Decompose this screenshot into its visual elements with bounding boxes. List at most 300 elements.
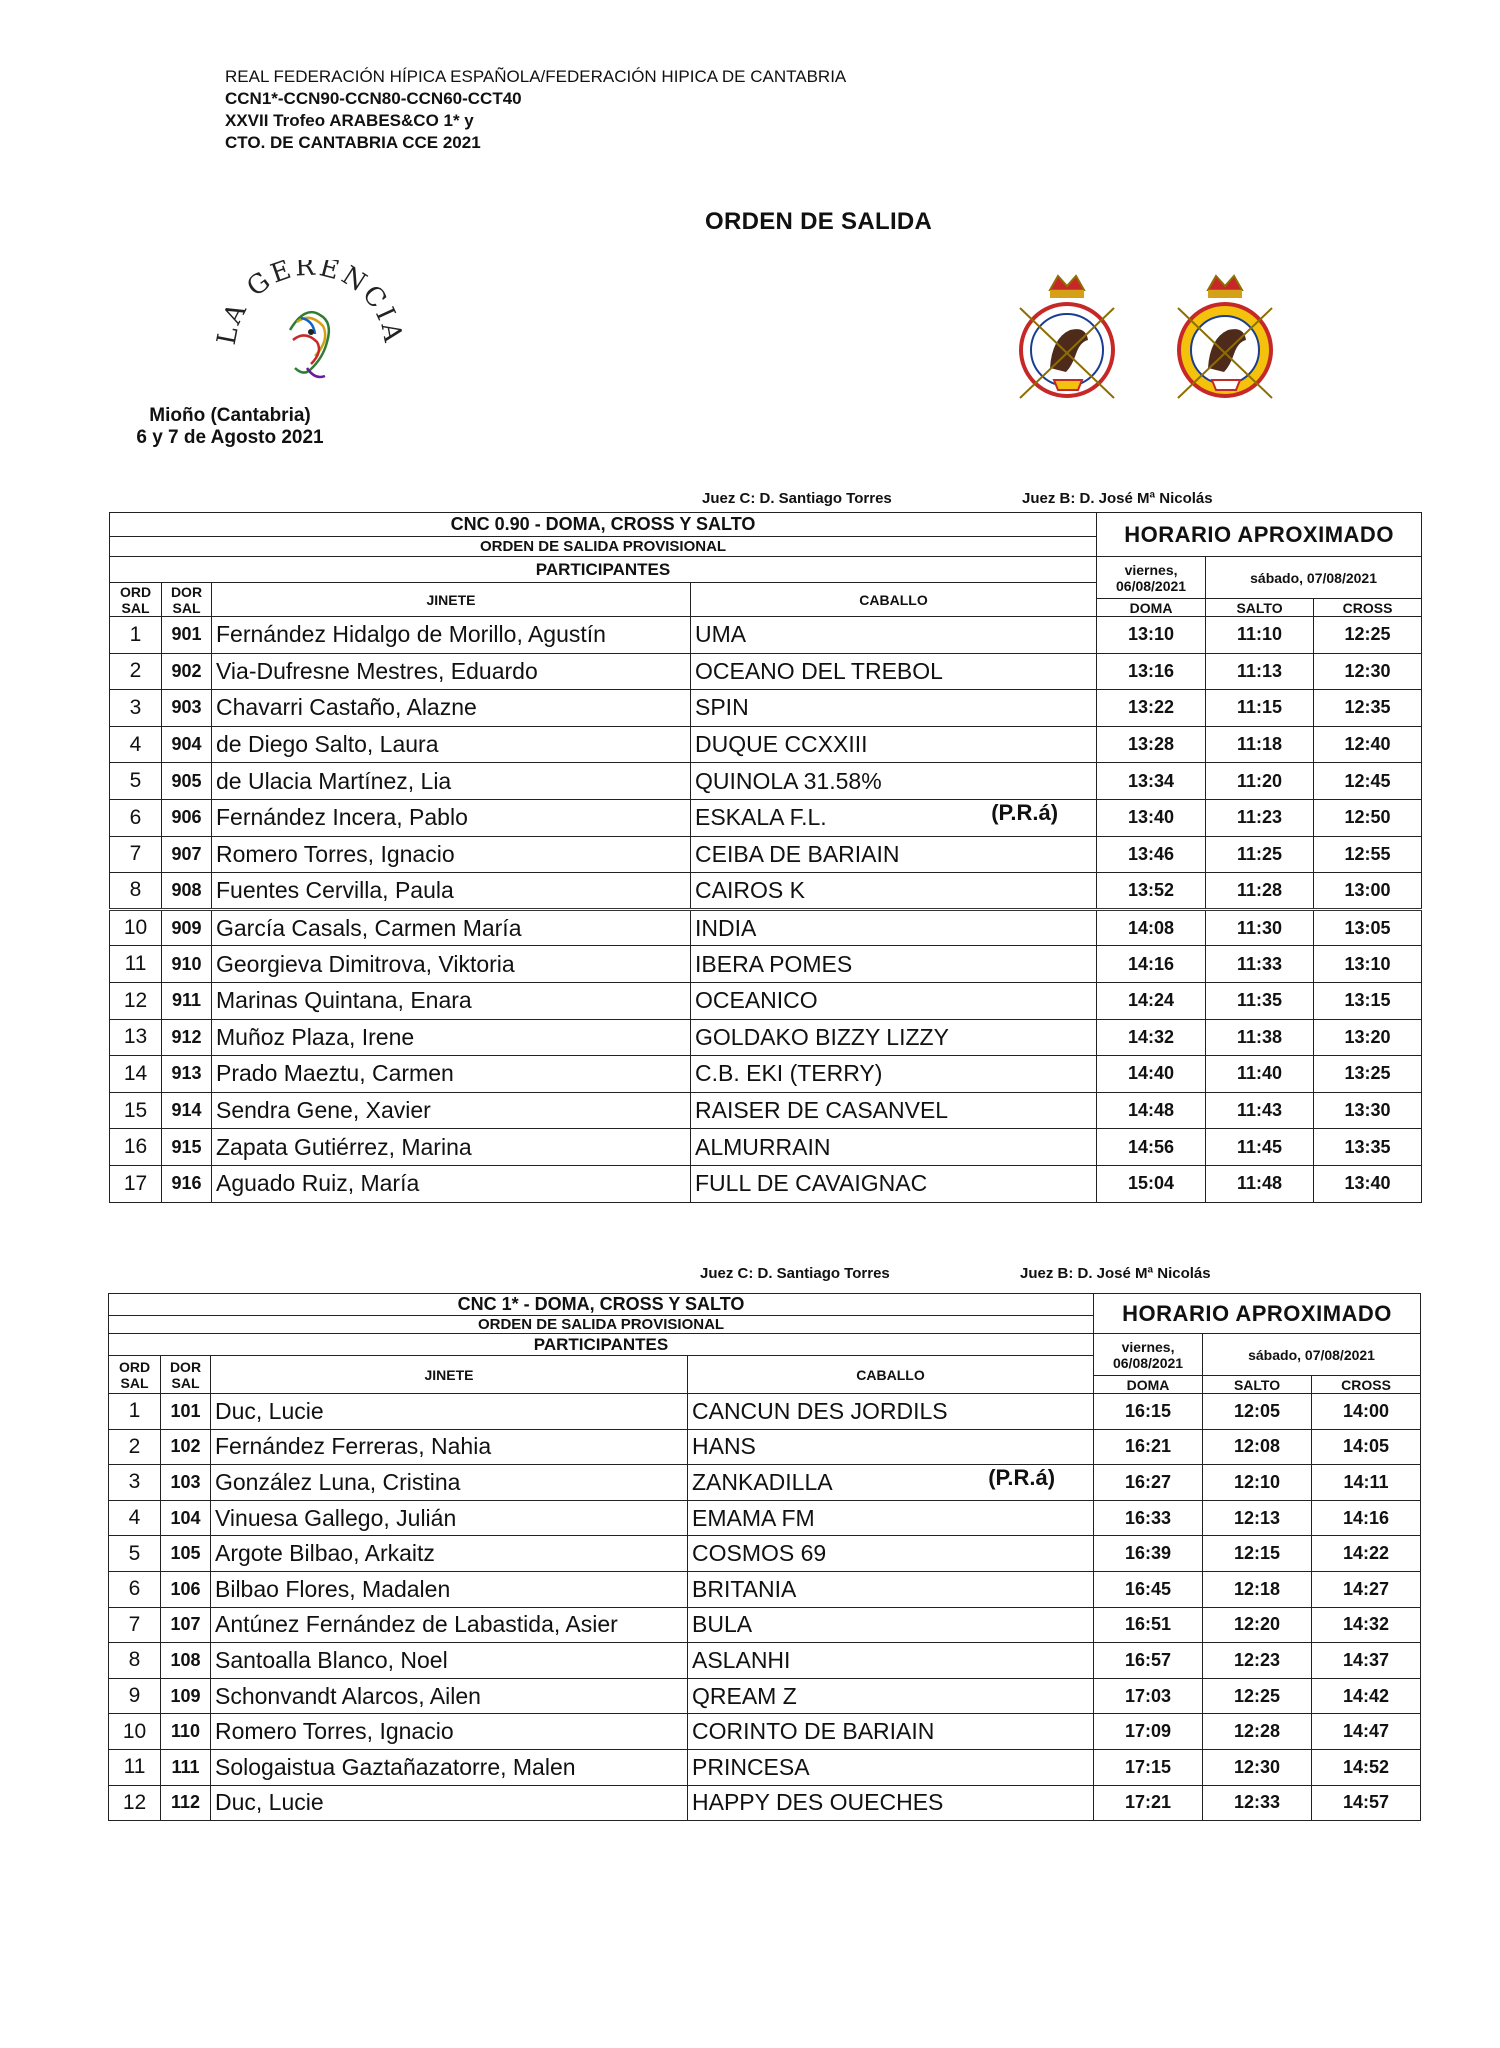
horse-crest-icon [1010, 268, 1125, 423]
table-row [110, 909, 1422, 946]
table-row [110, 690, 1422, 727]
bib-number-cell: 912 [162, 1019, 212, 1056]
ord-sal-header: ORD SAL [109, 1356, 161, 1394]
horse-name: FULL DE CAVAIGNAC [695, 1170, 928, 1197]
la-gerencia-logo [215, 260, 405, 400]
bib-number-cell: 104 [161, 1500, 211, 1536]
bib-number-cell: 904 [162, 726, 212, 763]
horse-cell [688, 1500, 1094, 1536]
rider-cell: Georgieva Dimitrova, Viktoria [212, 946, 691, 983]
horse-name: ALMURRAIN [695, 1133, 831, 1160]
rider-cell: Duc, Lucie [211, 1785, 688, 1821]
horse-cell [691, 726, 1097, 763]
salto-time-cell: 12:20 [1203, 1607, 1312, 1643]
section-title: CNC 0.90 - DOMA, CROSS Y SALTO [110, 513, 1097, 537]
doma-time-cell: 13:28 [1097, 726, 1206, 763]
table-row [109, 1643, 1421, 1679]
horse-cell [688, 1536, 1094, 1572]
table-row [110, 1129, 1422, 1166]
horse-cell [691, 617, 1097, 654]
bib-number-cell: 111 [161, 1749, 211, 1785]
bib-number-cell: 102 [161, 1429, 211, 1465]
horse-name: C.B. EKI (TERRY) [695, 1060, 883, 1087]
bib-number-cell: 907 [162, 836, 212, 873]
judge-c: Juez C: D. Santiago Torres [700, 1265, 890, 1282]
rider-cell: Fernández Incera, Pablo [212, 799, 691, 836]
cross-time-cell: 14:32 [1312, 1607, 1421, 1643]
horse-cell [691, 836, 1097, 873]
doma-time-cell: 15:04 [1097, 1165, 1206, 1202]
start-order-cell: 5 [110, 763, 162, 800]
rider-cell: Fuentes Cervilla, Paula [212, 873, 691, 910]
start-order-cell: 12 [110, 982, 162, 1019]
doma-time-cell: 17:09 [1094, 1714, 1203, 1750]
sabado-header: sábado, 07/08/2021 [1203, 1334, 1421, 1376]
doma-time-cell: 16:21 [1094, 1429, 1203, 1465]
horse-name: RAISER DE CASANVEL [695, 1097, 949, 1124]
salto-time-cell: 12:13 [1203, 1500, 1312, 1536]
horse-cell [691, 1056, 1097, 1093]
salto-time-cell: 12:25 [1203, 1678, 1312, 1714]
cross-time-cell: 14:57 [1312, 1785, 1421, 1821]
rider-cell: Romero Torres, Ignacio [212, 836, 691, 873]
horse-name: ESKALA F.L. [695, 804, 827, 831]
rider-cell: Via-Dufresne Mestres, Eduardo [212, 653, 691, 690]
horse-name: ASLANHI [692, 1646, 791, 1673]
jinete-header: JINETE [212, 583, 691, 617]
rider-cell: Antúnez Fernández de Labastida, Asier [211, 1607, 688, 1643]
rider-cell: Bilbao Flores, Madalen [211, 1571, 688, 1607]
caballo-header: CABALLO [691, 583, 1097, 617]
start-order-cell: 13 [110, 1019, 162, 1056]
bib-number-cell: 913 [162, 1056, 212, 1093]
salto-time-cell: 11:43 [1206, 1092, 1314, 1129]
ord-sal-header: ORD SAL [110, 583, 162, 617]
salto-time-cell: 11:33 [1206, 946, 1314, 983]
start-order-cell: 16 [110, 1129, 162, 1166]
bib-number-cell: 905 [162, 763, 212, 800]
salto-time-cell: 11:25 [1206, 836, 1314, 873]
pra-note: (P.R.á) [988, 1465, 1056, 1491]
start-order-cell: 7 [110, 836, 162, 873]
rider-cell: Chavarri Castaño, Alazne [212, 690, 691, 727]
horse-cell [688, 1394, 1094, 1430]
table-row [110, 982, 1422, 1019]
salto-header: SALTO [1206, 599, 1314, 617]
horse-name: OCEANO DEL TREBOL [695, 657, 943, 684]
horse-name: HANS [692, 1433, 756, 1460]
horse-name: BRITANIA [692, 1575, 797, 1602]
dates: 6 y 7 de Agosto 2021 [136, 427, 324, 448]
cross-time-cell: 14:05 [1312, 1429, 1421, 1465]
salto-time-cell: 11:13 [1206, 653, 1314, 690]
cross-time-cell: 13:15 [1314, 982, 1422, 1019]
trophy-line: XXVII Trofeo ARABES&CO 1* y [225, 111, 474, 130]
horse-cell [691, 1165, 1097, 1202]
horse-name: EMAMA FM [692, 1504, 815, 1531]
bib-number-cell: 911 [162, 982, 212, 1019]
dor-sal-header: DOR SAL [162, 583, 212, 617]
rider-cell: de Diego Salto, Laura [212, 726, 691, 763]
start-order-cell: 1 [110, 617, 162, 654]
cross-time-cell: 14:11 [1312, 1465, 1421, 1501]
table-row [110, 653, 1422, 690]
sabado-header: sábado, 07/08/2021 [1206, 557, 1422, 599]
orden-provisional: ORDEN DE SALIDA PROVISIONAL [110, 537, 1097, 557]
rider-cell: de Ulacia Martínez, Lia [212, 763, 691, 800]
cross-time-cell: 14:47 [1312, 1714, 1421, 1750]
rider-cell: García Casals, Carmen María [212, 909, 691, 946]
doma-time-cell: 17:21 [1094, 1785, 1203, 1821]
cross-time-cell: 14:00 [1312, 1394, 1421, 1430]
bib-number-cell: 112 [161, 1785, 211, 1821]
table-row [110, 726, 1422, 763]
doma-header: DOMA [1094, 1376, 1203, 1394]
horse-name: INDIA [695, 914, 757, 941]
doma-time-cell: 16:57 [1094, 1643, 1203, 1679]
salto-time-cell: 12:30 [1203, 1749, 1312, 1785]
horse-cell [691, 763, 1097, 800]
schedule-table-cnc090 [109, 512, 1422, 1203]
horse-cell [691, 1019, 1097, 1056]
table-row [110, 836, 1422, 873]
start-order-cell: 8 [110, 873, 162, 910]
table-row [109, 1429, 1421, 1465]
bib-number-cell: 903 [162, 690, 212, 727]
horse-name: ZANKADILLA [692, 1468, 833, 1495]
salto-time-cell: 11:15 [1206, 690, 1314, 727]
bib-number-cell: 109 [161, 1678, 211, 1714]
start-order-cell: 9 [109, 1678, 161, 1714]
doma-time-cell: 14:32 [1097, 1019, 1206, 1056]
salto-time-cell: 11:48 [1206, 1165, 1314, 1202]
cross-time-cell: 14:16 [1312, 1500, 1421, 1536]
rider-cell: Sendra Gene, Xavier [212, 1092, 691, 1129]
bib-number-cell: 909 [162, 909, 212, 946]
start-order-cell: 4 [110, 726, 162, 763]
jinete-header: JINETE [211, 1356, 688, 1394]
doma-time-cell: 13:46 [1097, 836, 1206, 873]
salto-time-cell: 11:18 [1206, 726, 1314, 763]
bib-number-cell: 902 [162, 653, 212, 690]
horse-cell [688, 1785, 1094, 1821]
bib-number-cell: 910 [162, 946, 212, 983]
caballo-header: CABALLO [688, 1356, 1094, 1394]
table-row [109, 1678, 1421, 1714]
cross-time-cell: 12:55 [1314, 836, 1422, 873]
table-row [109, 1749, 1421, 1785]
horse-name: DUQUE CCXXIII [695, 731, 868, 758]
doma-time-cell: 16:45 [1094, 1571, 1203, 1607]
rider-cell: González Luna, Cristina [211, 1465, 688, 1501]
table-row [110, 873, 1422, 910]
table-row [110, 1019, 1422, 1056]
salto-time-cell: 11:45 [1206, 1129, 1314, 1166]
cross-time-cell: 12:35 [1314, 690, 1422, 727]
start-order-cell: 15 [110, 1092, 162, 1129]
rider-cell: Santoalla Blanco, Noel [211, 1643, 688, 1679]
cross-header: CROSS [1314, 599, 1422, 617]
start-order-cell: 6 [109, 1571, 161, 1607]
event-location [100, 405, 360, 449]
doma-time-cell: 13:10 [1097, 617, 1206, 654]
doma-time-cell: 13:40 [1097, 799, 1206, 836]
doma-time-cell: 16:33 [1094, 1500, 1203, 1536]
doma-time-cell: 14:56 [1097, 1129, 1206, 1166]
salto-time-cell: 11:28 [1206, 873, 1314, 910]
salto-header: SALTO [1203, 1376, 1312, 1394]
doma-time-cell: 16:39 [1094, 1536, 1203, 1572]
horse-name: OCEANICO [695, 987, 818, 1014]
horario-header: HORARIO APROXIMADO [1094, 1294, 1421, 1334]
horse-cell [691, 946, 1097, 983]
table-row [110, 1165, 1422, 1202]
horse-cell [688, 1749, 1094, 1785]
cross-time-cell: 14:37 [1312, 1643, 1421, 1679]
start-order-cell: 1 [109, 1394, 161, 1430]
competition-codes: CCN1*-CCN90-CCN80-CCN60-CCT40 [225, 89, 522, 108]
table-row [109, 1394, 1421, 1430]
horse-name: QREAM Z [692, 1682, 797, 1709]
rider-cell: Fernández Ferreras, Nahia [211, 1429, 688, 1465]
pra-note: (P.R.á) [991, 799, 1059, 825]
start-order-cell: 7 [109, 1607, 161, 1643]
horse-name: COSMOS 69 [692, 1540, 827, 1567]
bib-number-cell: 106 [161, 1571, 211, 1607]
table-row [109, 1500, 1421, 1536]
doma-time-cell: 14:16 [1097, 946, 1206, 983]
table-row [110, 617, 1422, 654]
doma-time-cell: 17:03 [1094, 1678, 1203, 1714]
bib-number-cell: 105 [161, 1536, 211, 1572]
judge-b: Juez B: D. José Mª Nicolás [1022, 490, 1213, 507]
cross-time-cell: 12:25 [1314, 617, 1422, 654]
horse-cell [691, 982, 1097, 1019]
start-order-cell: 11 [110, 946, 162, 983]
place: Mioño (Cantabria) [149, 405, 311, 426]
doma-time-cell: 13:34 [1097, 763, 1206, 800]
horse-cell [688, 1607, 1094, 1643]
cross-time-cell: 14:42 [1312, 1678, 1421, 1714]
viernes-header: viernes, 06/08/2021 [1097, 557, 1206, 599]
start-order-cell: 2 [110, 653, 162, 690]
doma-time-cell: 16:15 [1094, 1394, 1203, 1430]
bib-number-cell: 906 [162, 799, 212, 836]
participantes-header: PARTICIPANTES [109, 1334, 1094, 1356]
salto-time-cell: 12:28 [1203, 1714, 1312, 1750]
salto-time-cell: 12:10 [1203, 1465, 1312, 1501]
bib-number-cell: 914 [162, 1092, 212, 1129]
orden-provisional: ORDEN DE SALIDA PROVISIONAL [109, 1316, 1094, 1334]
table-row [109, 1465, 1421, 1501]
start-order-cell: 2 [109, 1429, 161, 1465]
horse-head-icon [290, 312, 329, 377]
cross-time-cell: 13:25 [1314, 1056, 1422, 1093]
salto-time-cell: 11:30 [1206, 909, 1314, 946]
horse-name: CAIROS K [695, 876, 805, 903]
horse-cell [688, 1643, 1094, 1679]
doma-time-cell: 13:52 [1097, 873, 1206, 910]
rider-cell: Marinas Quintana, Enara [212, 982, 691, 1019]
table-row [110, 1092, 1422, 1129]
start-order-cell: 8 [109, 1643, 161, 1679]
start-order-cell: 12 [109, 1785, 161, 1821]
doma-header: DOMA [1097, 599, 1206, 617]
salto-time-cell: 11:40 [1206, 1056, 1314, 1093]
cross-time-cell: 13:05 [1314, 909, 1422, 946]
cross-time-cell: 12:30 [1314, 653, 1422, 690]
bib-number-cell: 916 [162, 1165, 212, 1202]
horse-cell [691, 653, 1097, 690]
championship-line: CTO. DE CANTABRIA CCE 2021 [225, 133, 481, 152]
section-title: CNC 1* - DOMA, CROSS Y SALTO [109, 1294, 1094, 1316]
rider-cell: Fernández Hidalgo de Morillo, Agustín [212, 617, 691, 654]
start-order-cell: 3 [109, 1465, 161, 1501]
viernes-header: viernes, 06/08/2021 [1094, 1334, 1203, 1376]
start-order-cell: 10 [110, 909, 162, 946]
rider-cell: Prado Maeztu, Carmen [212, 1056, 691, 1093]
judge-b: Juez B: D. José Mª Nicolás [1020, 1265, 1211, 1282]
salto-time-cell: 11:10 [1206, 617, 1314, 654]
horse-cell [691, 909, 1097, 946]
page-title: ORDEN DE SALIDA [705, 208, 933, 235]
bib-number-cell: 101 [161, 1394, 211, 1430]
horse-name: PRINCESA [692, 1753, 810, 1780]
table-row [109, 1785, 1421, 1821]
table-row [110, 799, 1422, 836]
federation-line: REAL FEDERACIÓN HÍPICA ESPAÑOLA/FEDERACIÓN HIPICA DE CANTABRIA [225, 67, 847, 86]
bib-number-cell: 908 [162, 873, 212, 910]
document-header [225, 66, 846, 154]
horse-name: UMA [695, 621, 747, 648]
table-row [110, 763, 1422, 800]
rider-cell: Sologaistua Gaztañazatorre, Malen [211, 1749, 688, 1785]
fhc-crest [1168, 268, 1283, 423]
start-order-cell: 17 [110, 1165, 162, 1202]
cross-time-cell: 13:30 [1314, 1092, 1422, 1129]
rider-cell: Romero Torres, Ignacio [211, 1714, 688, 1750]
rfhe-crest [1010, 268, 1125, 423]
horse-name: CANCUN DES JORDILS [692, 1397, 948, 1424]
doma-time-cell: 14:24 [1097, 982, 1206, 1019]
table-row [110, 1056, 1422, 1093]
dor-sal-header: DOR SAL [161, 1356, 211, 1394]
cross-time-cell: 13:20 [1314, 1019, 1422, 1056]
start-order-cell: 14 [110, 1056, 162, 1093]
horse-cell [688, 1465, 1094, 1501]
doma-time-cell: 17:15 [1094, 1749, 1203, 1785]
rider-cell: Schonvandt Alarcos, Ailen [211, 1678, 688, 1714]
salto-time-cell: 12:15 [1203, 1536, 1312, 1572]
bib-number-cell: 103 [161, 1465, 211, 1501]
horse-cell [688, 1678, 1094, 1714]
horse-cell [691, 799, 1097, 836]
start-order-cell: 5 [109, 1536, 161, 1572]
horse-name: GOLDAKO BIZZY LIZZY [695, 1023, 949, 1050]
cross-time-cell: 14:22 [1312, 1536, 1421, 1572]
table-row [109, 1571, 1421, 1607]
horse-name: CORINTO DE BARIAIN [692, 1718, 935, 1745]
horse-cell [691, 1129, 1097, 1166]
bib-number-cell: 915 [162, 1129, 212, 1166]
cross-time-cell: 13:00 [1314, 873, 1422, 910]
cross-time-cell: 12:40 [1314, 726, 1422, 763]
bib-number-cell: 108 [161, 1643, 211, 1679]
doma-time-cell: 14:08 [1097, 909, 1206, 946]
rider-cell: Muñoz Plaza, Irene [212, 1019, 691, 1056]
horse-cell [688, 1429, 1094, 1465]
horse-name: HAPPY DES OUECHES [692, 1789, 944, 1816]
doma-time-cell: 14:40 [1097, 1056, 1206, 1093]
cross-time-cell: 12:50 [1314, 799, 1422, 836]
salto-time-cell: 12:23 [1203, 1643, 1312, 1679]
logo-text: LA GERENCIA [215, 260, 405, 348]
bib-number-cell: 901 [162, 617, 212, 654]
horse-cell [688, 1571, 1094, 1607]
start-order-cell: 11 [109, 1749, 161, 1785]
salto-time-cell: 12:33 [1203, 1785, 1312, 1821]
horse-name: SPIN [695, 694, 749, 721]
doma-time-cell: 16:27 [1094, 1465, 1203, 1501]
participantes-header: PARTICIPANTES [110, 557, 1097, 583]
salto-time-cell: 11:35 [1206, 982, 1314, 1019]
start-order-cell: 10 [109, 1714, 161, 1750]
rider-cell: Duc, Lucie [211, 1394, 688, 1430]
salto-time-cell: 12:05 [1203, 1394, 1312, 1430]
cross-time-cell: 14:52 [1312, 1749, 1421, 1785]
start-order-cell: 4 [109, 1500, 161, 1536]
start-order-cell: 3 [110, 690, 162, 727]
doma-time-cell: 14:48 [1097, 1092, 1206, 1129]
table-row [110, 946, 1422, 983]
rider-cell: Zapata Gutiérrez, Marina [212, 1129, 691, 1166]
horse-name: QUINOLA 31.58% [695, 767, 882, 794]
rider-cell: Argote Bilbao, Arkaitz [211, 1536, 688, 1572]
table-row [109, 1607, 1421, 1643]
cross-time-cell: 14:27 [1312, 1571, 1421, 1607]
judge-c: Juez C: D. Santiago Torres [702, 490, 892, 507]
cross-header: CROSS [1312, 1376, 1421, 1394]
horario-header: HORARIO APROXIMADO [1097, 513, 1422, 557]
bib-number-cell: 107 [161, 1607, 211, 1643]
bib-number-cell: 110 [161, 1714, 211, 1750]
cross-time-cell: 13:10 [1314, 946, 1422, 983]
horse-cell [691, 1092, 1097, 1129]
cross-time-cell: 13:40 [1314, 1165, 1422, 1202]
salto-time-cell: 12:18 [1203, 1571, 1312, 1607]
cross-time-cell: 13:35 [1314, 1129, 1422, 1166]
rider-cell: Aguado Ruiz, María [212, 1165, 691, 1202]
horse-cell [691, 873, 1097, 910]
horse-crest-icon [1168, 268, 1283, 423]
table-row [109, 1714, 1421, 1750]
table-row [109, 1536, 1421, 1572]
salto-time-cell: 11:23 [1206, 799, 1314, 836]
rider-cell: Vinuesa Gallego, Julián [211, 1500, 688, 1536]
horse-cell [688, 1714, 1094, 1750]
cross-time-cell: 12:45 [1314, 763, 1422, 800]
doma-time-cell: 16:51 [1094, 1607, 1203, 1643]
horse-name: BULA [692, 1611, 753, 1638]
horse-name: CEIBA DE BARIAIN [695, 840, 900, 867]
salto-time-cell: 11:20 [1206, 763, 1314, 800]
doma-time-cell: 13:22 [1097, 690, 1206, 727]
salto-time-cell: 12:08 [1203, 1429, 1312, 1465]
doma-time-cell: 13:16 [1097, 653, 1206, 690]
horse-cell [691, 690, 1097, 727]
schedule-table-cnc1star [108, 1293, 1421, 1821]
horse-name: IBERA POMES [695, 950, 853, 977]
